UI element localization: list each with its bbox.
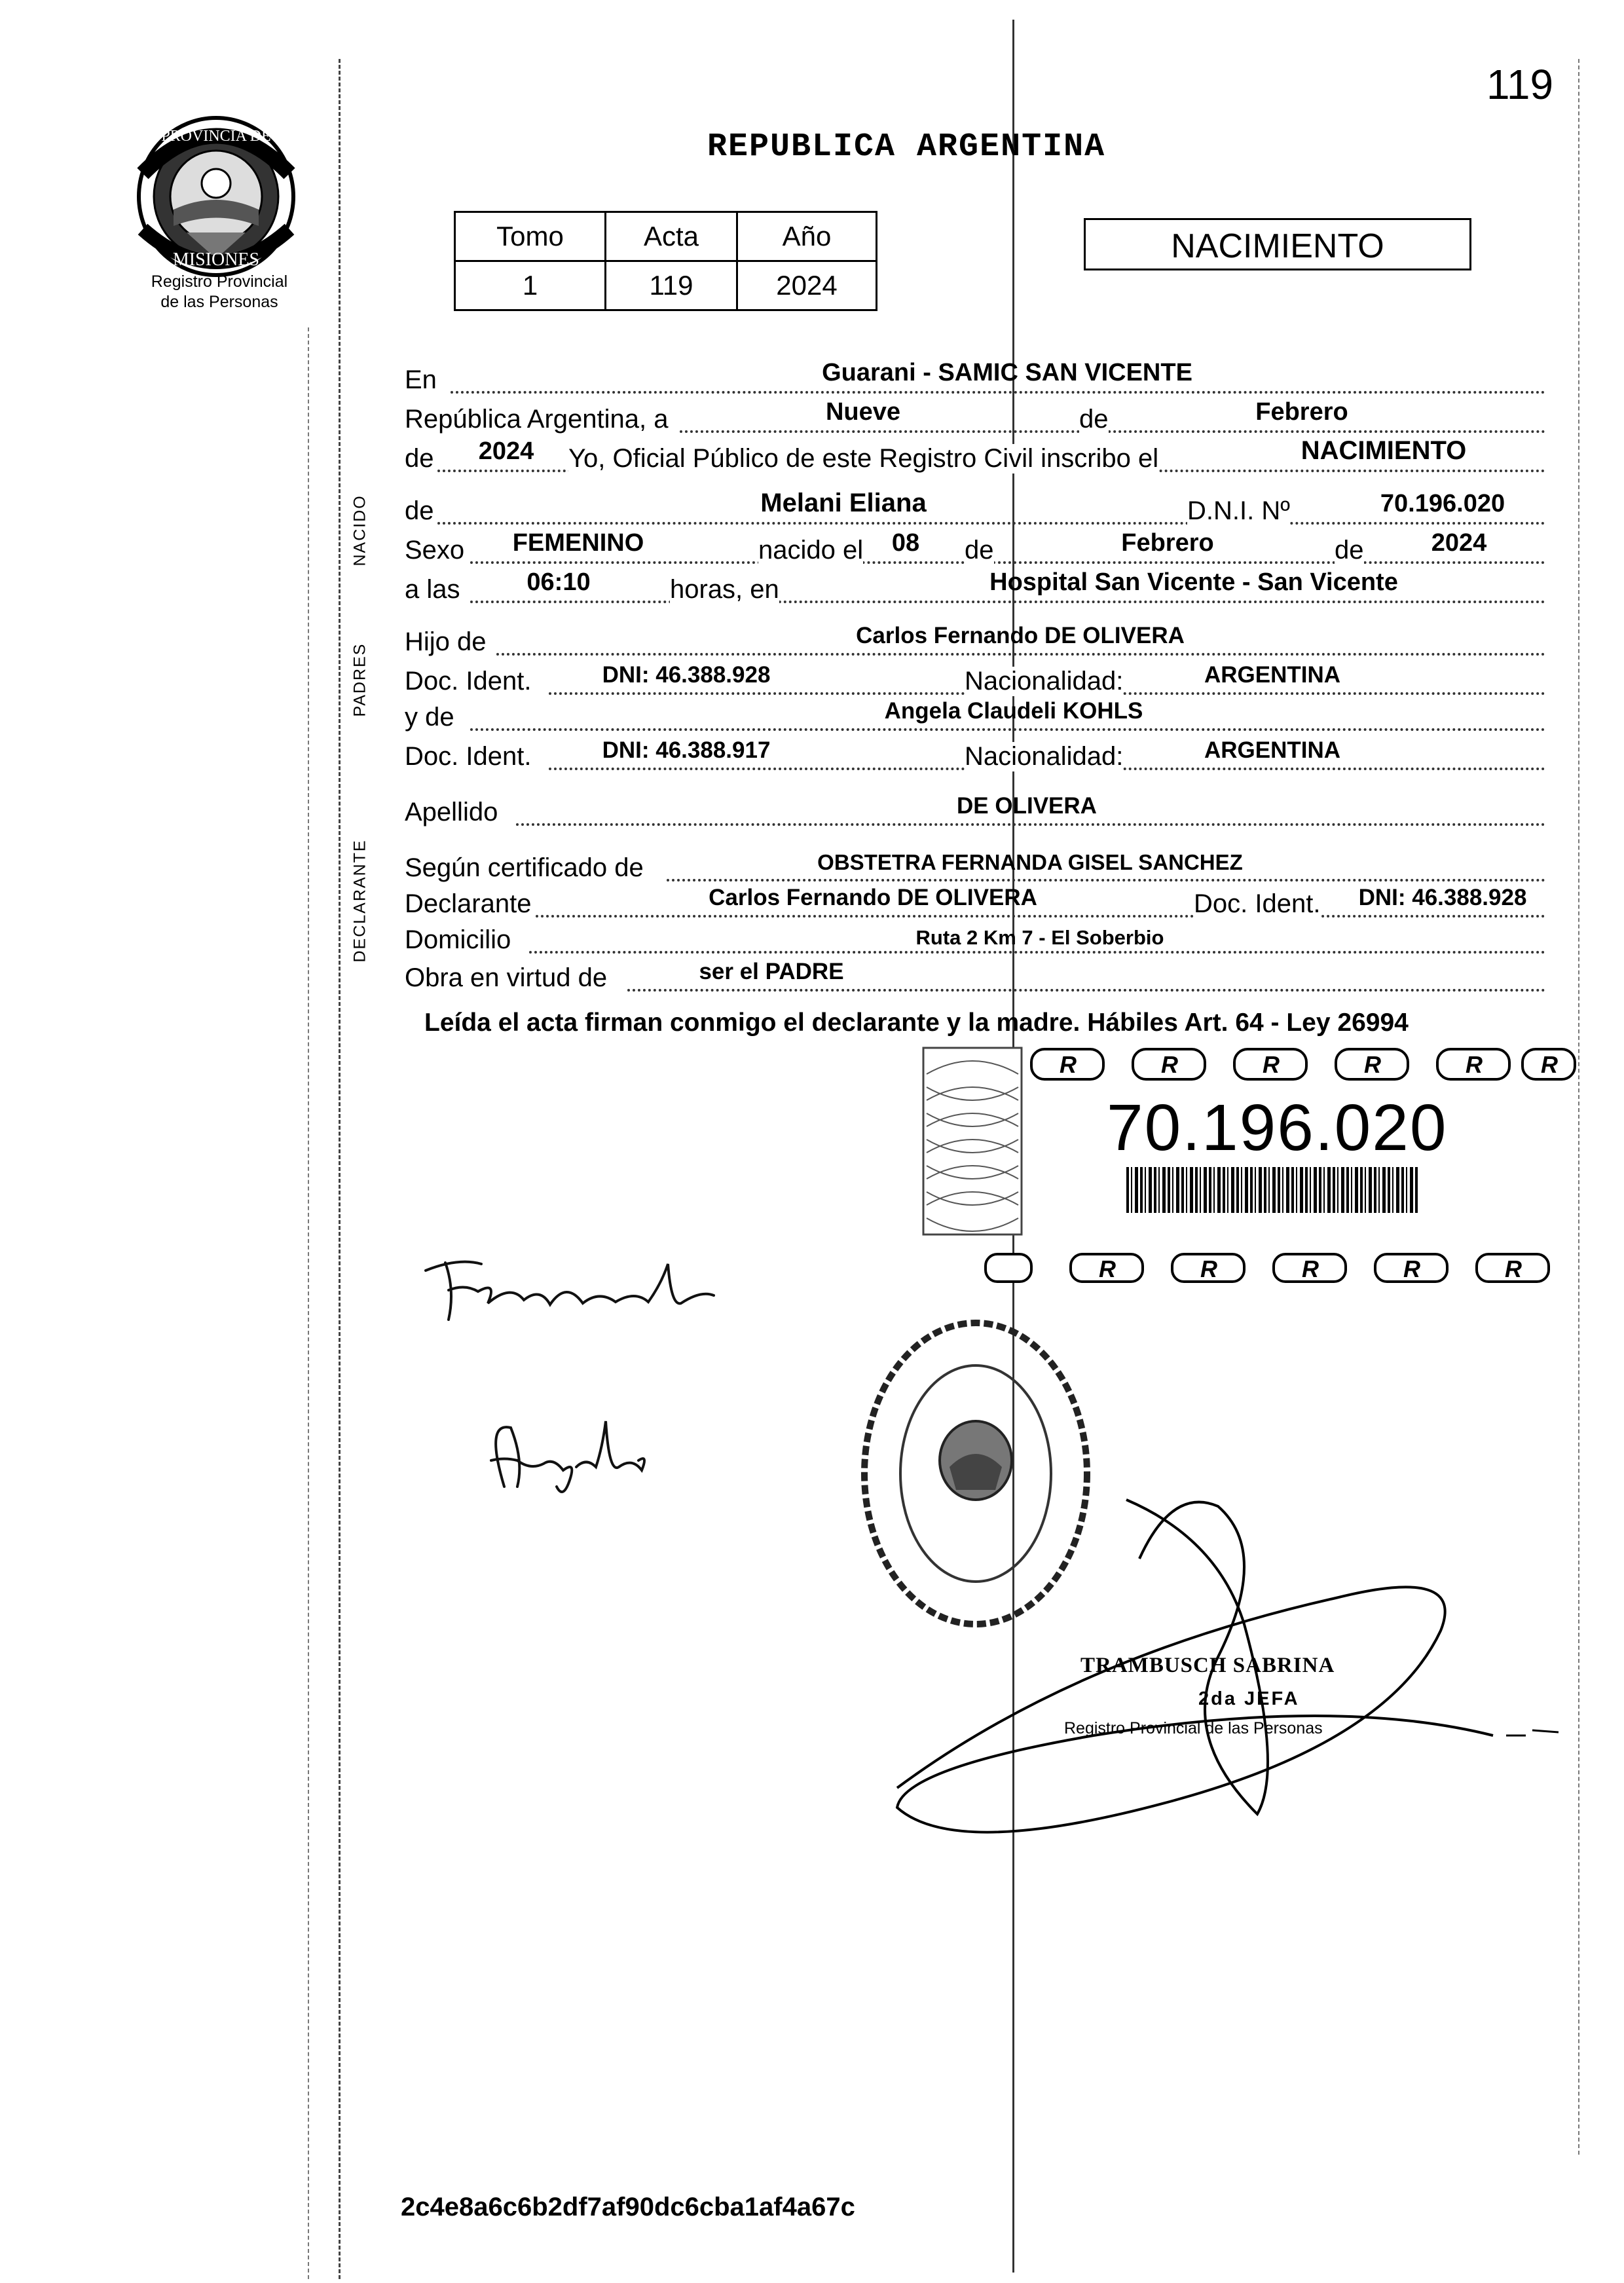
label-domicilio: Domicilio — [405, 925, 511, 954]
label-apellido: Apellido — [405, 798, 498, 826]
value-apellido: DE OLIVERA — [957, 793, 1097, 819]
label-horas-en: horas, en — [670, 575, 779, 604]
row-inscripcion — [405, 436, 1545, 475]
reference-header-row — [455, 212, 877, 261]
label-segun-certificado: Según certificado de — [405, 853, 644, 882]
value-lugar-nacimiento: Hospital San Vicente - San Vicente — [989, 568, 1398, 596]
tomo-header: Tomo — [455, 212, 606, 261]
svg-text:R: R — [1161, 1051, 1178, 1078]
label-y-de: y de — [405, 703, 454, 732]
row-declarante — [405, 881, 1545, 920]
label-de-nombre: de — [405, 496, 434, 525]
value-nacionalidad-padre: ARGENTINA — [1204, 662, 1341, 688]
value-dia-nacimiento: 08 — [891, 529, 920, 557]
label-en: En — [405, 365, 437, 394]
document-title: REPUBLICA ARGENTINA — [707, 128, 1106, 166]
father-signature — [419, 1244, 720, 1329]
label-nacido-el: nacido el — [758, 536, 864, 565]
row-domicilio — [405, 917, 1545, 956]
value-doc-declarante: DNI: 46.388.928 — [1358, 885, 1527, 910]
label-nacionalidad-madre: Nacionalidad: — [965, 742, 1124, 771]
value-padre: Carlos Fernando DE OLIVERA — [856, 623, 1185, 648]
reference-value-row — [455, 261, 877, 310]
value-domicilio: Ruta 2 Km 7 - El Soberbio — [915, 926, 1164, 949]
row-obra — [405, 955, 1545, 994]
reference-table — [454, 211, 877, 311]
row-madre-doc — [405, 733, 1545, 773]
row-sexo — [405, 527, 1545, 566]
svg-text:R: R — [1541, 1051, 1558, 1078]
value-anio-nacimiento: 2024 — [1431, 529, 1487, 557]
value-hora: 06:10 — [526, 568, 591, 596]
label-doc-padre: Doc. Ident. — [405, 667, 532, 696]
label-obra: Obra en virtud de — [405, 963, 608, 992]
value-mes-nacimiento: Febrero — [1121, 529, 1214, 557]
page-number: 119 — [1486, 61, 1554, 108]
svg-text:R: R — [1060, 1051, 1077, 1078]
signatory-office: Registro Provincial de las Personas — [1064, 1719, 1323, 1737]
label-hijo-de: Hijo de — [405, 627, 487, 656]
row-hora — [405, 566, 1545, 606]
label-nacionalidad-padre: Nacionalidad: — [965, 667, 1124, 696]
row-certificado — [405, 845, 1545, 884]
value-sexo: FEMENINO — [512, 529, 644, 557]
value-dia: Nueve — [825, 398, 901, 426]
svg-text:R: R — [1364, 1051, 1381, 1078]
acta-header: Acta — [606, 212, 737, 261]
value-dni: 70.196.020 — [1380, 490, 1505, 517]
side-label-nacido: NACIDO — [350, 494, 369, 566]
value-mes: Febrero — [1255, 398, 1348, 426]
logo-text-top: PROVINCIA DE — [161, 128, 271, 145]
svg-text:R: R — [1505, 1255, 1522, 1282]
acta-value: 119 — [606, 261, 737, 310]
value-doc-padre: DNI: 46.388.928 — [602, 662, 771, 688]
row-madre — [405, 694, 1545, 733]
svg-text:R: R — [1263, 1051, 1280, 1078]
value-declarante: Carlos Fernando DE OLIVERA — [709, 885, 1037, 910]
svg-text:R: R — [1302, 1255, 1319, 1282]
tomo-value: 1 — [455, 261, 606, 310]
registry-name — [124, 272, 314, 312]
value-obra: ser el PADRE — [699, 959, 844, 984]
value-tipo-inscripcion: NACIMIENTO — [1301, 436, 1467, 465]
value-madre: Angela Claudeli KOHLS — [884, 698, 1143, 724]
side-label-padres: PADRES — [350, 642, 369, 717]
label-doc-declarante: Doc. Ident. — [1194, 889, 1321, 918]
label-declarante: Declarante — [405, 889, 532, 918]
row-en — [405, 357, 1545, 396]
label-doc-madre: Doc. Ident. — [405, 742, 532, 771]
document-hash: 2c4e8a6c6b2df7af90dc6cba1af4a67c — [401, 2193, 855, 2221]
row-fecha — [405, 396, 1545, 436]
label-inscribo: Yo, Oficial Público de este Registro Civil inscribo el — [568, 444, 1159, 473]
value-nacionalidad-madre: ARGENTINA — [1204, 737, 1341, 763]
anio-header: Año — [737, 212, 877, 261]
label-dni: D.N.I. Nº — [1187, 496, 1290, 525]
signatory-name: TRAMBUSCH SABRINA — [1080, 1654, 1335, 1677]
label-republica: República Argentina, a — [405, 405, 669, 434]
registry-line-1: Registro Provincial — [151, 272, 288, 291]
logo-text-bottom: MISIONES — [172, 250, 260, 270]
right-margin-line — [1578, 59, 1579, 2155]
value-doc-madre: DNI: 46.388.917 — [602, 737, 771, 763]
row-apellido — [405, 789, 1545, 828]
record-type-box: NACIMIENTO — [1084, 218, 1471, 270]
anio-value: 2024 — [737, 261, 877, 310]
label-de-2: de — [1335, 536, 1364, 565]
value-lugar: Guarani - SAMIC SAN VICENTE — [822, 359, 1192, 386]
row-padre — [405, 619, 1545, 658]
value-certificado: OBSTETRA FERNANDA GISEL SANCHEZ — [817, 850, 1243, 874]
closing-note: Leída el acta firman conmigo el declarante y la madre. Hábiles Art. 64 - Ley 26994 — [424, 1009, 1409, 1037]
svg-text:R: R — [1099, 1255, 1116, 1282]
svg-text:R: R — [1200, 1255, 1217, 1282]
label-sexo: Sexo — [405, 536, 465, 565]
label-de-1: de — [965, 536, 994, 565]
inner-margin-line — [308, 327, 309, 2279]
row-nombre — [405, 488, 1545, 527]
registry-line-2: de las Personas — [160, 293, 278, 311]
label-de-anio: de — [405, 444, 434, 473]
side-label-declarante: DECLARANTE — [350, 839, 369, 963]
svg-text:R: R — [1466, 1051, 1483, 1078]
dni-sticker-number: 70.196.020 — [1107, 1091, 1448, 1164]
svg-text:R: R — [1403, 1255, 1420, 1282]
label-a-las: a las — [405, 575, 460, 604]
left-margin-line — [339, 59, 341, 2279]
mother-signature — [471, 1408, 655, 1500]
dni-barcode — [1126, 1167, 1418, 1213]
value-anio: 2024 — [478, 437, 534, 465]
label-de-mes: de — [1079, 405, 1109, 434]
row-padre-doc — [405, 658, 1545, 697]
value-nombre: Melani Eliana — [760, 489, 927, 517]
signatory-role: 2da JEFA — [1198, 1688, 1300, 1709]
